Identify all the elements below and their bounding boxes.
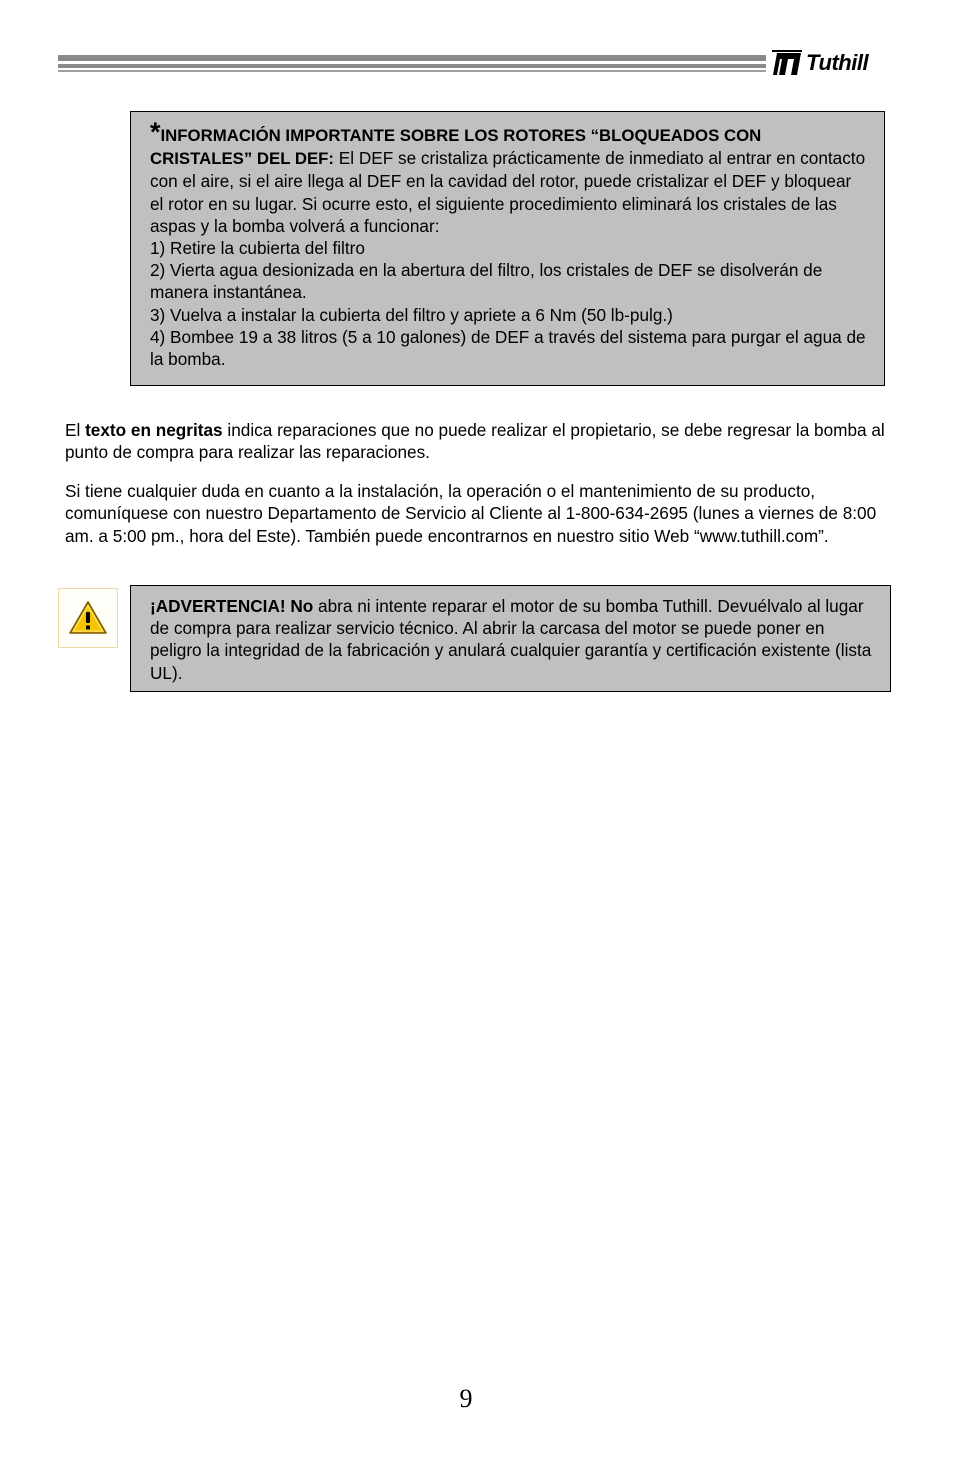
header-rule-thick (58, 55, 766, 61)
tuthill-logo-icon (771, 49, 803, 77)
header-rule-thin (58, 70, 766, 72)
brand-logo (771, 48, 868, 78)
warning-triangle-icon (68, 600, 108, 636)
warning-label: ¡ADVERTENCIA! No (150, 596, 314, 616)
asterisk-mark: * (150, 117, 161, 147)
def-crystal-info-box (130, 111, 885, 386)
header-rule-medium (58, 64, 766, 68)
info-box-intro: El DEF se cristaliza prácticamente de inmediato al entrar en contacto con el aire, si el aire llega al DEF en la cavidad del rotor, puede cristalizar el DEF y bloquear el rotor en su lugar. Si ocurre esto, el siguiente procedimiento eliminará los cristales de las aspas y la bomba volverá a funcionar: (150, 148, 866, 236)
bold-text-note (65, 419, 885, 464)
contact-paragraph: Si tiene cualquier duda en cuanto a la instalación, la operación o el mantenimiento de su producto, comuníquese con nuestro Departamento de Servicio al Cliente al 1-800-634-2695 (lunes a viernes de 8:00 am. a 5:00 pm., hora del Este). También puede encontrarnos en nuestro sitio Web “www.tuthill.com”. (65, 481, 877, 546)
warning-text: abra ni intente reparar el motor de su bomba Tuthill. Devuélvalo al lugar de compra para realizar servicio técnico. Al abrir la carcasa del motor se puede poner en peligro la integridad de la fabricación y anulará cualquier garantía y certificación existente (lista UL). (150, 596, 872, 683)
page-number: 9 (459, 1384, 473, 1413)
info-step-4: 4) Bombee 19 a 38 litros (5 a 10 galones) de DEF a través del sistema para purgar el agua de la bomba. (150, 326, 866, 370)
info-step-2: 2) Vierta agua desionizada en la abertura del filtro, los cristales de DEF se disolverán de manera instantánea. (150, 260, 823, 303)
bold-note-rest: indica reparaciones que no puede realizar el propietario, se debe regresar la bomba al punto de compra para realizar las reparaciones. (65, 420, 885, 463)
info-box-title: INFORMACIÓN IMPORTANTE SOBRE LOS ROTORES “BLOQUEADOS CON CRISTALES” DEL DEF: (150, 126, 762, 169)
warning-icon-frame (58, 588, 118, 648)
motor-warning-box (130, 585, 891, 692)
info-step-3: 3) Vuelva a instalar la cubierta del filtro y apriete a 6 Nm (50 lb-pulg.) (150, 304, 673, 325)
brand-name: Tuthill (806, 50, 869, 75)
info-step-1: 1) Retire la cubierta del filtro (150, 238, 365, 259)
bold-note-prefix: El (65, 420, 86, 440)
bold-note-emphasis: texto en negritas (85, 420, 223, 440)
